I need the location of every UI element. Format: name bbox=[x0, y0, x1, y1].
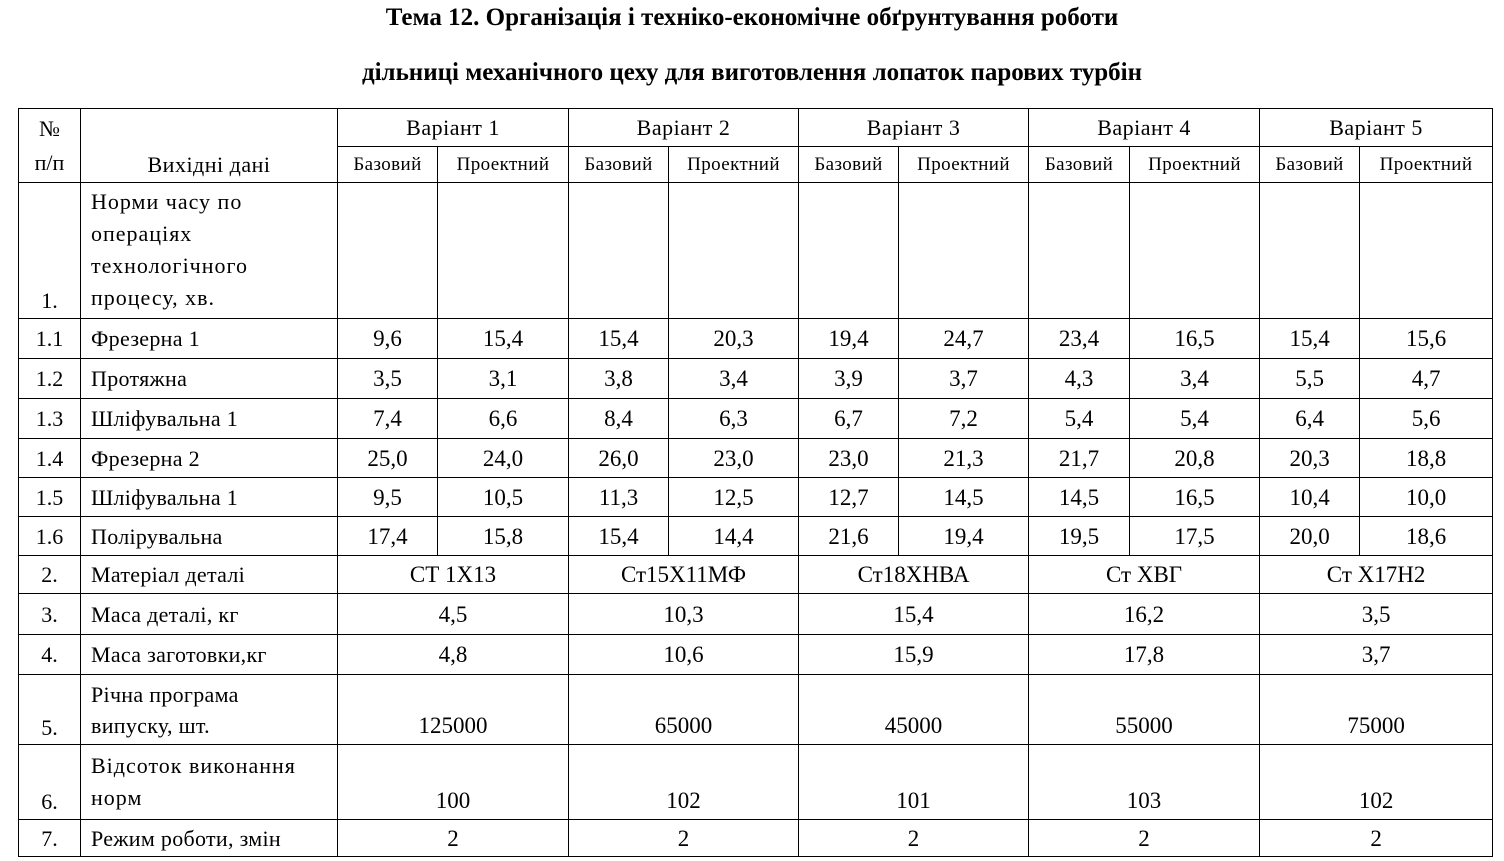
header-source-label: Вихідні дані bbox=[81, 109, 338, 183]
empty-cell bbox=[569, 183, 669, 319]
table-row bbox=[19, 399, 1493, 439]
table-cell: 20,8 bbox=[1130, 439, 1260, 478]
table-cell: 6,4 bbox=[1260, 399, 1360, 439]
table-cell: 125000 bbox=[338, 675, 569, 745]
table-cell: 15,6 bbox=[1360, 319, 1493, 359]
table-cell: 5,4 bbox=[1029, 399, 1130, 439]
table-cell: 3,1 bbox=[438, 359, 569, 399]
table-cell: 2 bbox=[799, 820, 1029, 857]
empty-cell bbox=[1260, 183, 1360, 319]
table-cell: 12,5 bbox=[669, 478, 799, 517]
table-cell: 103 bbox=[1029, 745, 1260, 820]
table-cell: 23,4 bbox=[1029, 319, 1130, 359]
header-variant-1: Варіант 1 bbox=[338, 109, 569, 147]
page-title: Тема 12. Організація і техніко-економічне обґрунтування роботи bbox=[385, 4, 1119, 31]
row-num: 2. bbox=[19, 556, 81, 594]
section-1-row bbox=[19, 183, 1493, 319]
row-num: 1. bbox=[19, 183, 81, 319]
row-label-line: технологічного bbox=[91, 253, 248, 278]
header-project-1: Проектний bbox=[438, 147, 569, 183]
table-cell: 2 bbox=[1029, 820, 1260, 857]
table-cell: Ст15Х11МФ bbox=[569, 556, 799, 594]
table-cell: 25,0 bbox=[338, 439, 438, 478]
table-cell: 5,4 bbox=[1130, 399, 1260, 439]
row-num: 5. bbox=[19, 675, 81, 745]
header-num-abbr: п/п bbox=[34, 149, 65, 175]
table-cell: 20,3 bbox=[669, 319, 799, 359]
table-cell: 4,5 bbox=[338, 594, 569, 635]
table-row bbox=[19, 517, 1493, 556]
header-project-4: Проектний bbox=[1130, 147, 1260, 183]
table-cell: 100 bbox=[338, 745, 569, 820]
row-label-line: норм bbox=[91, 785, 143, 810]
table-cell: 7,2 bbox=[899, 399, 1029, 439]
row-num: 1.6 bbox=[19, 517, 81, 556]
row-label-line: Відсоток виконання bbox=[91, 753, 296, 778]
table-row bbox=[19, 478, 1493, 517]
table-cell: 45000 bbox=[799, 675, 1029, 745]
row-label: Полірувальна bbox=[81, 517, 338, 556]
table-cell: 15,9 bbox=[799, 635, 1029, 675]
table-cell: 3,5 bbox=[1260, 594, 1493, 635]
table-cell: 16,5 bbox=[1130, 319, 1260, 359]
empty-cell bbox=[669, 183, 799, 319]
table-cell: 15,4 bbox=[799, 594, 1029, 635]
table-cell: 5,6 bbox=[1360, 399, 1493, 439]
row-num: 3. bbox=[19, 594, 81, 635]
table-cell: 16,5 bbox=[1130, 478, 1260, 517]
table-cell: 14,5 bbox=[1029, 478, 1130, 517]
table-cell: 14,4 bbox=[669, 517, 799, 556]
header-variant-4: Варіант 4 bbox=[1029, 109, 1260, 147]
empty-cell bbox=[899, 183, 1029, 319]
header-project-3: Проектний bbox=[899, 147, 1029, 183]
empty-cell bbox=[1130, 183, 1260, 319]
header-variant-5: Варіант 5 bbox=[1260, 109, 1493, 147]
header-variant-3: Варіант 3 bbox=[799, 109, 1029, 147]
table-cell: 10,5 bbox=[438, 478, 569, 517]
table-cell: 6,6 bbox=[438, 399, 569, 439]
table-cell: Ст Х17Н2 bbox=[1260, 556, 1493, 594]
table-cell: 10,6 bbox=[569, 635, 799, 675]
table-cell: 21,3 bbox=[899, 439, 1029, 478]
table-cell: 75000 bbox=[1260, 675, 1493, 745]
table-cell: 55000 bbox=[1029, 675, 1260, 745]
table-cell: 17,4 bbox=[338, 517, 438, 556]
table-row bbox=[19, 319, 1493, 359]
row-label bbox=[81, 675, 338, 745]
row-num: 4. bbox=[19, 635, 81, 675]
header-base-2: Базовий bbox=[569, 147, 669, 183]
table-cell: 17,8 bbox=[1029, 635, 1260, 675]
table-cell: 7,4 bbox=[338, 399, 438, 439]
header-num-cell bbox=[19, 109, 81, 183]
table-cell: 23,0 bbox=[799, 439, 899, 478]
header-base-1: Базовий bbox=[338, 147, 438, 183]
table-cell: 10,3 bbox=[569, 594, 799, 635]
row-label-line: випуску, шт. bbox=[91, 712, 210, 738]
table-cell: 6,3 bbox=[669, 399, 799, 439]
table-cell: 9,6 bbox=[338, 319, 438, 359]
table-cell: 11,3 bbox=[569, 478, 669, 517]
row-label bbox=[81, 183, 338, 319]
row-label: Фрезерна 1 bbox=[81, 319, 338, 359]
table-cell: 10,4 bbox=[1260, 478, 1360, 517]
empty-cell bbox=[438, 183, 569, 319]
table-cell: 65000 bbox=[569, 675, 799, 745]
table-row-blank-mass bbox=[19, 635, 1493, 675]
header-variant-2: Варіант 2 bbox=[569, 109, 799, 147]
empty-cell bbox=[338, 183, 438, 319]
table-cell: 18,6 bbox=[1360, 517, 1493, 556]
table-cell: 19,5 bbox=[1029, 517, 1130, 556]
row-num: 6. bbox=[19, 745, 81, 820]
table-row-program bbox=[19, 675, 1493, 745]
table-cell: 15,4 bbox=[569, 517, 669, 556]
row-label-line: Норми часу по bbox=[91, 189, 243, 214]
row-label bbox=[81, 745, 338, 820]
table-cell: 3,4 bbox=[1130, 359, 1260, 399]
table-cell: 3,9 bbox=[799, 359, 899, 399]
table-cell: 3,8 bbox=[569, 359, 669, 399]
table-cell: 21,7 bbox=[1029, 439, 1130, 478]
table-row bbox=[19, 439, 1493, 478]
table-cell: 20,3 bbox=[1260, 439, 1360, 478]
table-cell: 15,4 bbox=[438, 319, 569, 359]
table-cell: 4,8 bbox=[338, 635, 569, 675]
table-cell: 16,2 bbox=[1029, 594, 1260, 635]
table-cell: 15,4 bbox=[569, 319, 669, 359]
table-row-norm-pct bbox=[19, 745, 1493, 820]
empty-cell bbox=[799, 183, 899, 319]
row-label-line: процесу, хв. bbox=[91, 285, 216, 310]
row-num: 1.4 bbox=[19, 439, 81, 478]
empty-cell bbox=[1029, 183, 1130, 319]
table-cell: СТ 1Х13 bbox=[338, 556, 569, 594]
table-row-shifts bbox=[19, 820, 1493, 857]
table-cell: 19,4 bbox=[899, 517, 1029, 556]
header-project-2: Проектний bbox=[669, 147, 799, 183]
table-cell: 24,0 bbox=[438, 439, 569, 478]
row-label: Режим роботи, змін bbox=[81, 820, 338, 857]
table-cell: 3,7 bbox=[899, 359, 1029, 399]
row-label: Маса заготовки,кг bbox=[81, 635, 338, 675]
row-label: Фрезерна 2 bbox=[81, 439, 338, 478]
row-label: Шліфувальна 1 bbox=[81, 478, 338, 517]
row-label-line: операціях bbox=[91, 221, 193, 246]
row-label: Маса деталі, кг bbox=[81, 594, 338, 635]
table-cell: 19,4 bbox=[799, 319, 899, 359]
table-cell: 2 bbox=[569, 820, 799, 857]
table-cell: 18,8 bbox=[1360, 439, 1493, 478]
table-cell: 20,0 bbox=[1260, 517, 1360, 556]
table-cell: 3,5 bbox=[338, 359, 438, 399]
row-num: 1.1 bbox=[19, 319, 81, 359]
row-num: 1.2 bbox=[19, 359, 81, 399]
table-cell: 101 bbox=[799, 745, 1029, 820]
table-cell: Ст18ХНВА bbox=[799, 556, 1029, 594]
header-base-4: Базовий bbox=[1029, 147, 1130, 183]
table-cell: 102 bbox=[1260, 745, 1493, 820]
header-num-symbol: № bbox=[39, 115, 60, 141]
table-cell: 5,5 bbox=[1260, 359, 1360, 399]
empty-cell bbox=[1360, 183, 1493, 319]
row-label-line: Річна програма bbox=[91, 681, 239, 707]
table-cell: 24,7 bbox=[899, 319, 1029, 359]
table-cell: 12,7 bbox=[799, 478, 899, 517]
row-label: Протяжна bbox=[81, 359, 338, 399]
table-cell: 9,5 bbox=[338, 478, 438, 517]
table-cell: 14,5 bbox=[899, 478, 1029, 517]
table-cell: 2 bbox=[338, 820, 569, 857]
table-cell: 4,3 bbox=[1029, 359, 1130, 399]
table-cell: 6,7 bbox=[799, 399, 899, 439]
table-cell: 2 bbox=[1260, 820, 1493, 857]
header-project-5: Проектний bbox=[1360, 147, 1493, 183]
row-label: Матеріал деталі bbox=[81, 556, 338, 594]
page-subtitle: дільниці механічного цеху для виготовлення лопаток парових турбін bbox=[361, 59, 1143, 86]
row-num: 7. bbox=[19, 820, 81, 857]
header-base-5: Базовий bbox=[1260, 147, 1360, 183]
table-cell: 10,0 bbox=[1360, 478, 1493, 517]
table-cell: 15,4 bbox=[1260, 319, 1360, 359]
table-cell: 15,8 bbox=[438, 517, 569, 556]
table-cell: Ст ХВГ bbox=[1029, 556, 1260, 594]
header-row-variants bbox=[19, 109, 1493, 147]
table-cell: 26,0 bbox=[569, 439, 669, 478]
table-row bbox=[19, 359, 1493, 399]
table-cell: 4,7 bbox=[1360, 359, 1493, 399]
table-cell: 17,5 bbox=[1130, 517, 1260, 556]
table-cell: 23,0 bbox=[669, 439, 799, 478]
table-cell: 102 bbox=[569, 745, 799, 820]
table-cell: 21,6 bbox=[799, 517, 899, 556]
table-cell: 3,4 bbox=[669, 359, 799, 399]
source-data-table bbox=[18, 108, 1493, 857]
table-row-material bbox=[19, 556, 1493, 594]
row-num: 1.3 bbox=[19, 399, 81, 439]
table-cell: 8,4 bbox=[569, 399, 669, 439]
row-num: 1.5 bbox=[19, 478, 81, 517]
table-cell: 3,7 bbox=[1260, 635, 1493, 675]
row-label: Шліфувальна 1 bbox=[81, 399, 338, 439]
table-row-part-mass bbox=[19, 594, 1493, 635]
header-base-3: Базовий bbox=[799, 147, 899, 183]
